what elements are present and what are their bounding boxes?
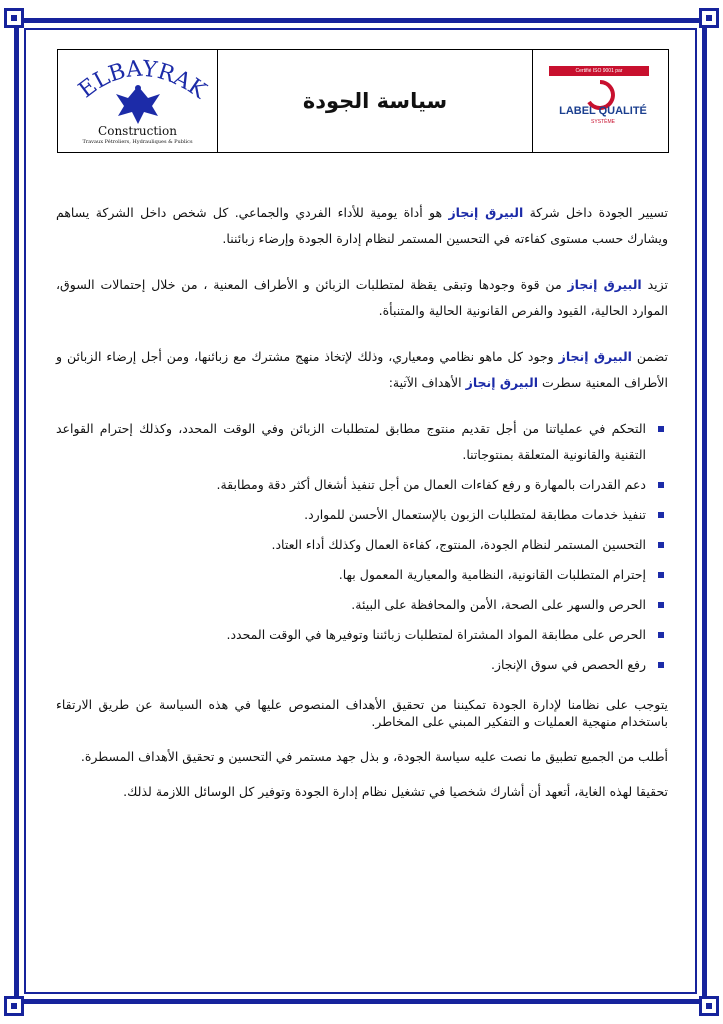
list-item: رفع الحصص في سوق الإنجاز. (56, 652, 646, 678)
paragraph-2: تزيد البيرق إنجاز من قوة وجودها وتبقى يقظة لمتطلبات الزبائن و الأطراف المعنية ، من خلال إحتمالات السوق، الموارد الحالية، القيود والفرص القانونية الحالية والمتنبأة. (56, 277, 668, 318)
paragraph-3: تضمن البيرق إنجاز وجود كل ماهو نظامي ومعياري، وذلك لإتخاذ منهج مشترك مع زبائنها، ومن أجل إرضاء الزبائن و الأطراف المعنية سطرت البيرق إنجاز الأهداف الآتية: (56, 349, 668, 390)
company-name: البيرق إنجاز (465, 375, 538, 390)
corner-ornament-top-right (699, 8, 719, 28)
label-qualite-logo (533, 50, 668, 152)
list-item: الحرص على مطابقة المواد المشتراة لمتطلبات زبائننا وتوفيرها في الوقت المحدد. (56, 622, 646, 648)
closing-paragraph-3: تحقيقا لهذه الغاية، أتعهد أن أشارك شخصيا في تشغيل نظام إدارة الجودة وتوفير كل الوسائل اللازمة لذلك. (123, 784, 668, 799)
title-cell (218, 50, 533, 152)
brand-tagline: Travaux Pétroliers, Hydrauliques & Publics (82, 139, 193, 145)
company-name: البيرق إنجاز (448, 205, 524, 220)
company-name: البيرق إنجاز (558, 349, 632, 364)
corner-ornament-top-left (4, 8, 24, 28)
document-title: سياسة الجودة (302, 89, 448, 113)
eagle-icon (116, 85, 160, 124)
elbayrak-logo (58, 50, 218, 152)
policy-body (56, 200, 668, 818)
list-item: الحرص والسهر على الصحة، الأمن والمحافظة على البيئة. (56, 592, 646, 618)
brand-wordmark: ELBAYRAK (74, 56, 211, 105)
company-name: البيرق إنجاز (567, 277, 642, 292)
list-item: التحكم في عملياتنا من أجل تقديم منتوج مطابق لمتطلبات الزبائن وفي الوقت المحدد، وكذلك إحترام القواعد التقنية والقانونية المتعلقة بمنتوجاتنا. (56, 416, 646, 468)
document-header (57, 49, 669, 153)
corner-ornament-bottom-left (4, 996, 24, 1016)
list-item: تنفيذ خدمات مطابقة لمتطلبات الزبون بالإستعمال الأحسن للموارد. (56, 502, 646, 528)
label-qualite-sub: SYSTÈME (591, 119, 615, 125)
brand-construction-label: Construction (98, 124, 177, 138)
paragraph-1: تسيير الجودة داخل شركة البيرق إنجاز هو أداة يومية للأداء الفردي والجماعي. كل شخص داخل الشركة يساهم ويشارك حسب مستوى كفاءته في التحسين المستمر لنظام إدارة الجودة وإرضاء زبائننا. (56, 205, 668, 246)
closing-paragraph-2: أطلب من الجميع تطبيق ما نصت عليه سياسة الجودة، و بذل جهد مستمر في التحسين و تحقيق الأهداف المسطرة. (80, 749, 668, 764)
label-qualite-name: LABEL QUALITÉ (559, 105, 647, 117)
list-item: إحترام المتطلبات القانونية، النظامية والمعيارية المعمول بها. (56, 562, 646, 588)
corner-ornament-bottom-right (699, 996, 719, 1016)
list-item: دعم القدرات بالمهارة و رفع كفاءات العمال من أجل تنفيذ أشغال أكثر دقة ومطابقة. (56, 472, 646, 498)
closing-paragraph-1: يتوجب على نظامنا لإدارة الجودة تمكيننا من تحقيق الأهداف المنصوص عليها في هذه السياسة عن طريق الارتقاء باستخدام منهجية العمليات و التفكير المبني على المخاطر. (56, 697, 668, 729)
certified-banner: Certifié ISO 9001 par (549, 66, 649, 76)
list-item: التحسين المستمر لنظام الجودة، المنتوج، كفاءة العمال وكذلك أداء العتاد. (56, 532, 646, 558)
goals-list (56, 416, 668, 678)
